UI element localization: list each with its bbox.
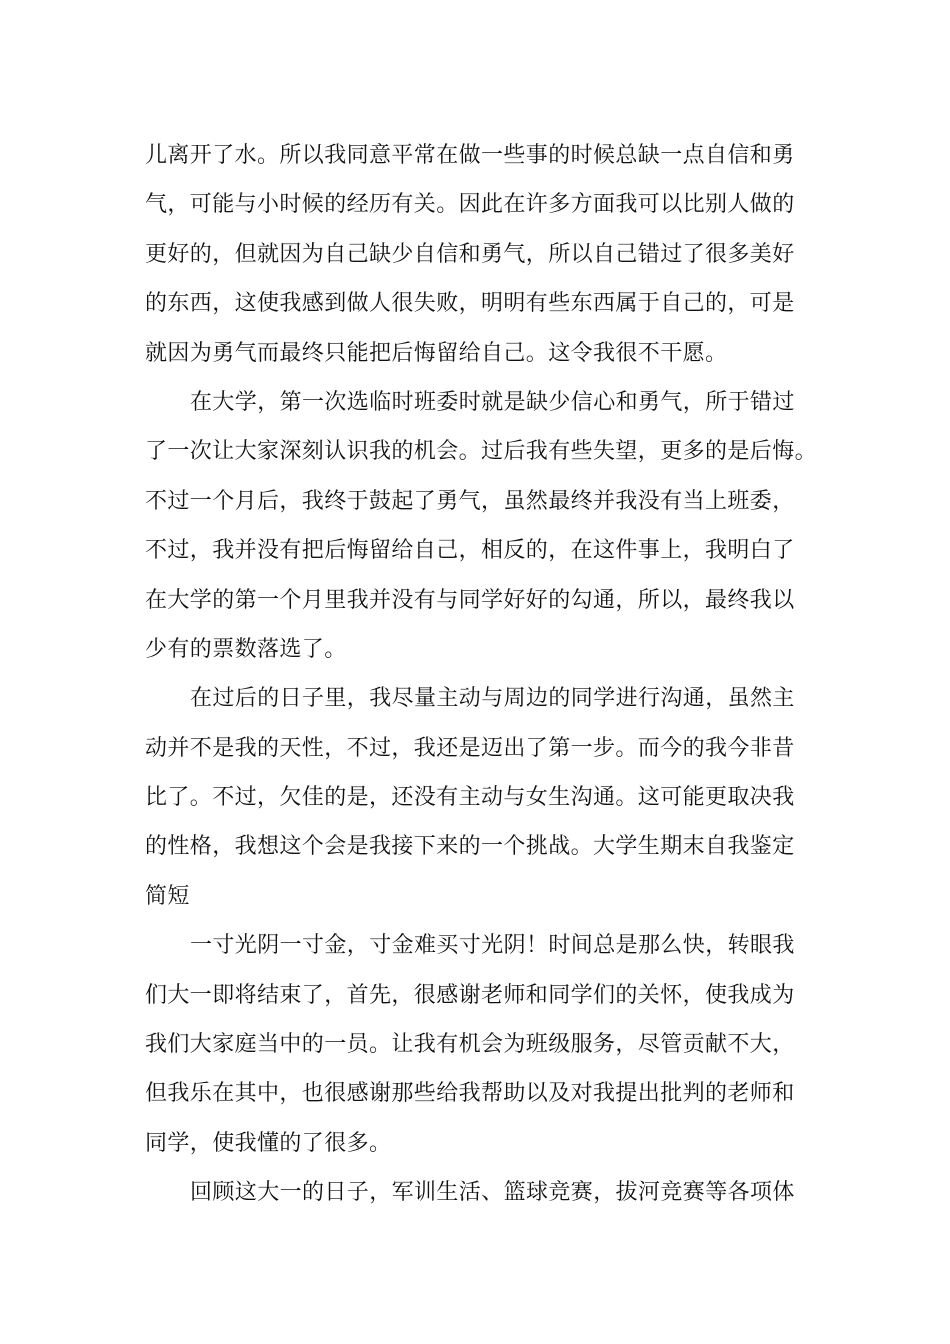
text-line: 动并不是我的天性，不过，我还是迈出了第一步。而今的我今非昔 — [145, 735, 795, 761]
text-line: 的东西，这使我感到做人很失败，明明有些东西属于自己的，可是 — [145, 291, 795, 317]
text-line: 不过一个月后，我终于鼓起了勇气，虽然最终并我没有当上班委， — [145, 488, 795, 514]
paragraph-first-line: 在过后的日子里，我尽量主动与周边的同学进行沟通，虽然主 — [190, 686, 795, 712]
paragraph-first-line: 回顾这大一的日子，军训生活、篮球竞赛，拔河竞赛等各项体 — [190, 1180, 795, 1206]
text-line: 但我乐在其中，也很感谢那些给我帮助以及对我提出批判的老师和 — [145, 1081, 795, 1107]
text-line: 简短 — [145, 883, 190, 909]
text-line: 在大学的第一个月里我并没有与同学好好的勾通，所以，最终我以 — [145, 587, 795, 613]
text-line: 比了。不过，欠佳的是，还没有主动与女生沟通。这可能更取决我 — [145, 785, 795, 811]
text-line: 我们大家庭当中的一员。让我有机会为班级服务，尽管贡献不大， — [145, 1032, 795, 1058]
text-line: 同学，使我懂的了很多。 — [145, 1130, 392, 1156]
text-line: 们大一即将结束了，首先，很感谢老师和同学们的关怀，使我成为 — [145, 982, 795, 1008]
text-line: 不过，我并没有把后悔留给自己，相反的，在这件事上，我明白了 — [145, 538, 795, 564]
text-line: 的性格，我想这个会是我接下来的一个挑战。大学生期末自我鉴定 — [145, 834, 795, 860]
text-line: 儿离开了水。所以我同意平常在做一些事的时候总缺一点自信和勇 — [145, 143, 795, 168]
text-line: 了一次让大家深刻认识我的机会。过后我有些失望，更多的是后悔。 — [145, 439, 818, 465]
body-text — [145, 131, 825, 1218]
text-line: 更好的，但就因为自己缺少自信和勇气，所以自己错过了很多美好 — [145, 241, 795, 267]
paragraph-first-line: 一寸光阴一寸金，寸金难买寸光阴！时间总是那么快，转眼我 — [190, 933, 795, 959]
text-line: 少有的票数落选了。 — [145, 636, 347, 662]
text-line: 气，可能与小时候的经历有关。因此在许多方面我可以比别人做的 — [145, 192, 795, 218]
paragraph-first-line: 在大学，第一次选临时班委时就是缺少信心和勇气，所于错过 — [190, 389, 795, 415]
text-line: 就因为勇气而最终只能把后悔留给自己。这令我很不干愿。 — [145, 340, 728, 366]
